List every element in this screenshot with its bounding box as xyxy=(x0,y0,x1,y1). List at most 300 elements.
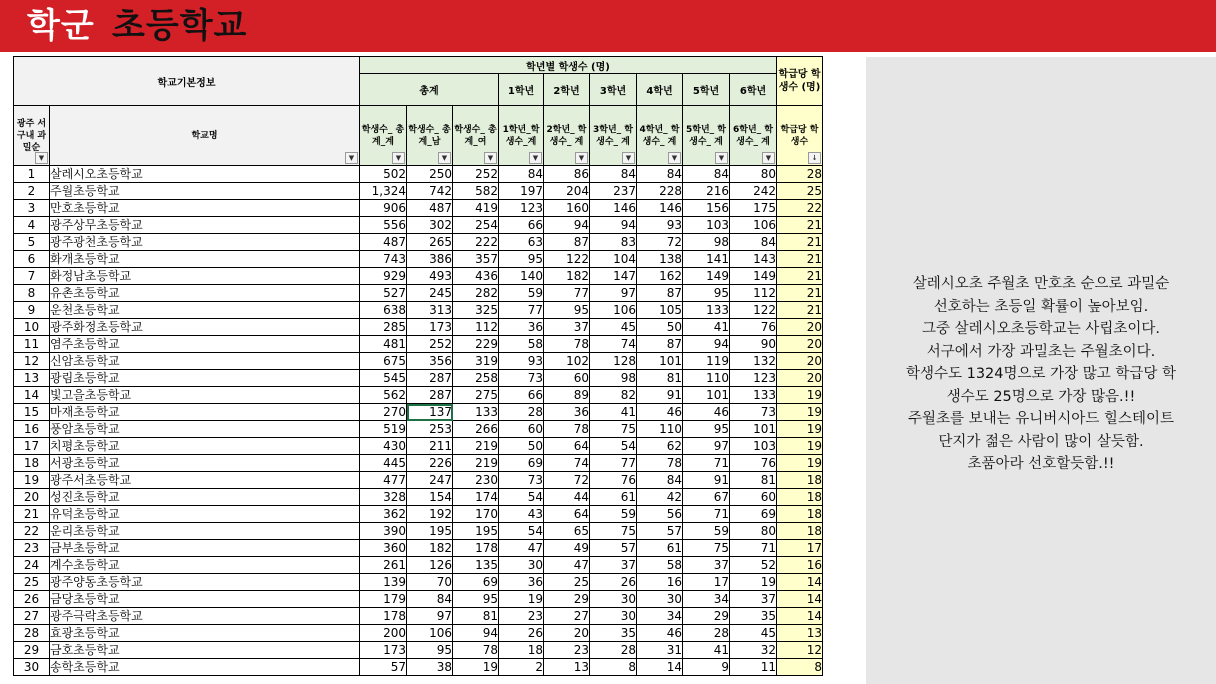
grade4-cell[interactable]: 62 xyxy=(637,438,683,455)
total-male-cell[interactable]: 287 xyxy=(407,370,453,387)
grade6-cell[interactable]: 19 xyxy=(730,574,777,591)
school-name-cell[interactable]: 풍암초등학교 xyxy=(50,421,360,438)
total-female-cell[interactable]: 135 xyxy=(453,557,499,574)
total-female-cell[interactable]: 325 xyxy=(453,302,499,319)
grade6-cell[interactable]: 32 xyxy=(730,642,777,659)
grade4-cell[interactable]: 84 xyxy=(637,166,683,183)
per-class-cell[interactable]: 16 xyxy=(777,557,823,574)
rank-cell[interactable]: 22 xyxy=(14,523,50,540)
grade6-cell[interactable]: 45 xyxy=(730,625,777,642)
grade6-cell[interactable]: 143 xyxy=(730,251,777,268)
grade4-cell[interactable]: 101 xyxy=(637,353,683,370)
school-name-cell[interactable]: 유촌초등학교 xyxy=(50,285,360,302)
grade3-cell[interactable]: 30 xyxy=(590,591,637,608)
rank-cell[interactable]: 3 xyxy=(14,200,50,217)
grade3-cell[interactable]: 82 xyxy=(590,387,637,404)
grade5-cell[interactable]: 29 xyxy=(683,608,730,625)
per-class-cell[interactable]: 21 xyxy=(777,251,823,268)
grade6-cell[interactable]: 35 xyxy=(730,608,777,625)
per-class-cell[interactable]: 22 xyxy=(777,200,823,217)
total-male-cell[interactable]: 302 xyxy=(407,217,453,234)
rank-cell[interactable]: 24 xyxy=(14,557,50,574)
grade3-cell[interactable]: 8 xyxy=(590,659,637,676)
grade6-cell[interactable]: 101 xyxy=(730,421,777,438)
filter-dropdown-icon[interactable]: ▼ xyxy=(668,152,681,164)
filter-dropdown-icon[interactable]: ▼ xyxy=(529,152,542,164)
total-female-cell[interactable]: 78 xyxy=(453,642,499,659)
grade5-cell[interactable]: 37 xyxy=(683,557,730,574)
total-male-cell[interactable]: 265 xyxy=(407,234,453,251)
school-name-cell[interactable]: 광주서초등학교 xyxy=(50,472,360,489)
grade3-cell[interactable]: 54 xyxy=(590,438,637,455)
grade6-cell[interactable]: 122 xyxy=(730,302,777,319)
total-male-cell[interactable]: 211 xyxy=(407,438,453,455)
per-class-cell[interactable]: 19 xyxy=(777,387,823,404)
grade6-cell[interactable]: 73 xyxy=(730,404,777,421)
grade5-cell[interactable]: 95 xyxy=(683,285,730,302)
grade4-cell[interactable]: 58 xyxy=(637,557,683,574)
school-name-cell[interactable]: 신암초등학교 xyxy=(50,353,360,370)
school-name-cell[interactable]: 화개초등학교 xyxy=(50,251,360,268)
grade2-cell[interactable]: 87 xyxy=(544,234,590,251)
school-name-cell[interactable]: 운리초등학교 xyxy=(50,523,360,540)
total-male-cell[interactable]: 154 xyxy=(407,489,453,506)
total-female-cell[interactable]: 254 xyxy=(453,217,499,234)
grade5-cell[interactable]: 101 xyxy=(683,387,730,404)
per-class-cell[interactable]: 21 xyxy=(777,302,823,319)
total-female-cell[interactable]: 582 xyxy=(453,183,499,200)
grade1-cell[interactable]: 36 xyxy=(499,574,544,591)
grade1-cell[interactable]: 140 xyxy=(499,268,544,285)
grade1-cell[interactable]: 28 xyxy=(499,404,544,421)
spreadsheet[interactable] xyxy=(13,56,823,676)
rank-cell[interactable]: 28 xyxy=(14,625,50,642)
grade5-cell[interactable]: 133 xyxy=(683,302,730,319)
filter-dropdown-icon[interactable]: ▼ xyxy=(35,152,48,164)
total-all-cell[interactable]: 638 xyxy=(360,302,407,319)
grade2-cell[interactable]: 44 xyxy=(544,489,590,506)
grade5-cell[interactable]: 59 xyxy=(683,523,730,540)
school-name-cell[interactable]: 치평초등학교 xyxy=(50,438,360,455)
filter-dropdown-icon[interactable]: ▼ xyxy=(715,152,728,164)
grade5-cell[interactable]: 141 xyxy=(683,251,730,268)
grade1-cell[interactable]: 66 xyxy=(499,217,544,234)
grade1-cell[interactable]: 47 xyxy=(499,540,544,557)
grade2-cell[interactable]: 64 xyxy=(544,506,590,523)
total-all-cell[interactable]: 285 xyxy=(360,319,407,336)
grade1-cell[interactable]: 26 xyxy=(499,625,544,642)
total-female-cell[interactable]: 229 xyxy=(453,336,499,353)
total-all-cell[interactable]: 562 xyxy=(360,387,407,404)
per-class-cell[interactable]: 19 xyxy=(777,455,823,472)
grade6-cell[interactable]: 71 xyxy=(730,540,777,557)
total-all-cell[interactable]: 1,324 xyxy=(360,183,407,200)
grade6-cell[interactable]: 112 xyxy=(730,285,777,302)
school-name-cell[interactable]: 염주초등학교 xyxy=(50,336,360,353)
grade2-cell[interactable]: 86 xyxy=(544,166,590,183)
rank-cell[interactable]: 7 xyxy=(14,268,50,285)
grade6-cell[interactable]: 242 xyxy=(730,183,777,200)
total-female-cell[interactable]: 436 xyxy=(453,268,499,285)
grade4-cell[interactable]: 16 xyxy=(637,574,683,591)
school-name-cell[interactable]: 만호초등학교 xyxy=(50,200,360,217)
per-class-cell[interactable]: 14 xyxy=(777,608,823,625)
grade1-cell[interactable]: 30 xyxy=(499,557,544,574)
grade3-cell[interactable]: 146 xyxy=(590,200,637,217)
grade3-cell[interactable]: 104 xyxy=(590,251,637,268)
rank-cell[interactable]: 5 xyxy=(14,234,50,251)
grade4-cell[interactable]: 110 xyxy=(637,421,683,438)
filter-dropdown-icon[interactable]: ▼ xyxy=(762,152,775,164)
rank-cell[interactable]: 1 xyxy=(14,166,50,183)
school-name-cell[interactable]: 광주화정초등학교 xyxy=(50,319,360,336)
total-female-cell[interactable]: 174 xyxy=(453,489,499,506)
grade1-cell[interactable]: 60 xyxy=(499,421,544,438)
total-all-cell[interactable]: 362 xyxy=(360,506,407,523)
grade2-cell[interactable]: 36 xyxy=(544,404,590,421)
grade1-cell[interactable]: 69 xyxy=(499,455,544,472)
total-male-cell[interactable]: 137 xyxy=(407,404,453,421)
total-all-cell[interactable]: 360 xyxy=(360,540,407,557)
grade1-cell[interactable]: 93 xyxy=(499,353,544,370)
grade3-cell[interactable]: 75 xyxy=(590,523,637,540)
total-male-cell[interactable]: 493 xyxy=(407,268,453,285)
grade2-cell[interactable]: 37 xyxy=(544,319,590,336)
per-class-cell[interactable]: 20 xyxy=(777,370,823,387)
grade2-cell[interactable]: 29 xyxy=(544,591,590,608)
grade5-cell[interactable]: 91 xyxy=(683,472,730,489)
grade1-cell[interactable]: 58 xyxy=(499,336,544,353)
school-name-cell[interactable]: 광주상무초등학교 xyxy=(50,217,360,234)
grade4-cell[interactable]: 57 xyxy=(637,523,683,540)
grade4-cell[interactable]: 81 xyxy=(637,370,683,387)
grade3-cell[interactable]: 128 xyxy=(590,353,637,370)
total-male-cell[interactable]: 95 xyxy=(407,642,453,659)
per-class-cell[interactable]: 19 xyxy=(777,421,823,438)
grade4-cell[interactable]: 87 xyxy=(637,336,683,353)
total-male-cell[interactable]: 356 xyxy=(407,353,453,370)
total-female-cell[interactable]: 178 xyxy=(453,540,499,557)
total-all-cell[interactable]: 445 xyxy=(360,455,407,472)
grade1-cell[interactable]: 23 xyxy=(499,608,544,625)
filter-dropdown-icon[interactable]: ▼ xyxy=(575,152,588,164)
grade5-cell[interactable]: 149 xyxy=(683,268,730,285)
total-female-cell[interactable]: 133 xyxy=(453,404,499,421)
grade3-cell[interactable]: 98 xyxy=(590,370,637,387)
grade3-cell[interactable]: 61 xyxy=(590,489,637,506)
rank-cell[interactable]: 16 xyxy=(14,421,50,438)
grade1-cell[interactable]: 18 xyxy=(499,642,544,659)
grade1-cell[interactable]: 95 xyxy=(499,251,544,268)
school-name-cell[interactable]: 금호초등학교 xyxy=(50,642,360,659)
total-female-cell[interactable]: 319 xyxy=(453,353,499,370)
grade5-cell[interactable]: 75 xyxy=(683,540,730,557)
grade3-cell[interactable]: 35 xyxy=(590,625,637,642)
total-female-cell[interactable]: 266 xyxy=(453,421,499,438)
grade4-cell[interactable]: 42 xyxy=(637,489,683,506)
grade5-cell[interactable]: 9 xyxy=(683,659,730,676)
total-male-cell[interactable]: 287 xyxy=(407,387,453,404)
total-all-cell[interactable]: 178 xyxy=(360,608,407,625)
grade5-cell[interactable]: 110 xyxy=(683,370,730,387)
grade2-cell[interactable]: 23 xyxy=(544,642,590,659)
total-all-cell[interactable]: 179 xyxy=(360,591,407,608)
school-name-cell[interactable]: 송학초등학교 xyxy=(50,659,360,676)
per-class-cell[interactable]: 12 xyxy=(777,642,823,659)
school-name-cell[interactable]: 빛고을초등학교 xyxy=(50,387,360,404)
rank-cell[interactable]: 26 xyxy=(14,591,50,608)
grade1-cell[interactable]: 43 xyxy=(499,506,544,523)
grade5-cell[interactable]: 216 xyxy=(683,183,730,200)
grade5-cell[interactable]: 95 xyxy=(683,421,730,438)
rank-cell[interactable]: 17 xyxy=(14,438,50,455)
grade3-cell[interactable]: 83 xyxy=(590,234,637,251)
total-male-cell[interactable]: 253 xyxy=(407,421,453,438)
total-male-cell[interactable]: 97 xyxy=(407,608,453,625)
grade2-cell[interactable]: 72 xyxy=(544,472,590,489)
per-class-cell[interactable]: 21 xyxy=(777,217,823,234)
rank-cell[interactable]: 25 xyxy=(14,574,50,591)
grade1-cell[interactable]: 54 xyxy=(499,523,544,540)
grade4-cell[interactable]: 105 xyxy=(637,302,683,319)
grade5-cell[interactable]: 71 xyxy=(683,455,730,472)
grade5-cell[interactable]: 156 xyxy=(683,200,730,217)
total-all-cell[interactable]: 545 xyxy=(360,370,407,387)
grade1-cell[interactable]: 54 xyxy=(499,489,544,506)
grade2-cell[interactable]: 25 xyxy=(544,574,590,591)
total-male-cell[interactable]: 70 xyxy=(407,574,453,591)
total-female-cell[interactable]: 69 xyxy=(453,574,499,591)
total-male-cell[interactable]: 38 xyxy=(407,659,453,676)
per-class-cell[interactable]: 14 xyxy=(777,591,823,608)
grade1-cell[interactable]: 63 xyxy=(499,234,544,251)
grade5-cell[interactable]: 28 xyxy=(683,625,730,642)
grade2-cell[interactable]: 78 xyxy=(544,336,590,353)
grade2-cell[interactable]: 78 xyxy=(544,421,590,438)
grade6-cell[interactable]: 76 xyxy=(730,319,777,336)
grade2-cell[interactable]: 65 xyxy=(544,523,590,540)
grade3-cell[interactable]: 147 xyxy=(590,268,637,285)
grade5-cell[interactable]: 41 xyxy=(683,642,730,659)
grade3-cell[interactable]: 97 xyxy=(590,285,637,302)
per-class-cell[interactable]: 21 xyxy=(777,234,823,251)
per-class-cell[interactable]: 17 xyxy=(777,540,823,557)
total-all-cell[interactable]: 328 xyxy=(360,489,407,506)
grade2-cell[interactable]: 64 xyxy=(544,438,590,455)
grade5-cell[interactable]: 67 xyxy=(683,489,730,506)
total-all-cell[interactable]: 390 xyxy=(360,523,407,540)
grade4-cell[interactable]: 31 xyxy=(637,642,683,659)
total-female-cell[interactable]: 357 xyxy=(453,251,499,268)
grade4-cell[interactable]: 46 xyxy=(637,625,683,642)
school-name-cell[interactable]: 주월초등학교 xyxy=(50,183,360,200)
school-name-cell[interactable]: 효광초등학교 xyxy=(50,625,360,642)
grade5-cell[interactable]: 46 xyxy=(683,404,730,421)
total-all-cell[interactable]: 743 xyxy=(360,251,407,268)
grade4-cell[interactable]: 50 xyxy=(637,319,683,336)
total-female-cell[interactable]: 19 xyxy=(453,659,499,676)
school-name-cell[interactable]: 광주양동초등학교 xyxy=(50,574,360,591)
grade3-cell[interactable]: 26 xyxy=(590,574,637,591)
per-class-cell[interactable]: 25 xyxy=(777,183,823,200)
grade4-cell[interactable]: 46 xyxy=(637,404,683,421)
total-male-cell[interactable]: 252 xyxy=(407,336,453,353)
school-name-cell[interactable]: 서광초등학교 xyxy=(50,455,360,472)
school-name-cell[interactable]: 성진초등학교 xyxy=(50,489,360,506)
grade2-cell[interactable]: 94 xyxy=(544,217,590,234)
total-all-cell[interactable]: 270 xyxy=(360,404,407,421)
grade4-cell[interactable]: 34 xyxy=(637,608,683,625)
total-male-cell[interactable]: 182 xyxy=(407,540,453,557)
total-male-cell[interactable]: 487 xyxy=(407,200,453,217)
total-female-cell[interactable]: 419 xyxy=(453,200,499,217)
filter-dropdown-icon[interactable]: ▼ xyxy=(622,152,635,164)
total-female-cell[interactable]: 81 xyxy=(453,608,499,625)
grade3-cell[interactable]: 237 xyxy=(590,183,637,200)
total-male-cell[interactable]: 245 xyxy=(407,285,453,302)
grade4-cell[interactable]: 61 xyxy=(637,540,683,557)
rank-cell[interactable]: 27 xyxy=(14,608,50,625)
grade6-cell[interactable]: 69 xyxy=(730,506,777,523)
per-class-cell[interactable]: 20 xyxy=(777,353,823,370)
per-class-cell[interactable]: 13 xyxy=(777,625,823,642)
grade6-cell[interactable]: 103 xyxy=(730,438,777,455)
rank-cell[interactable]: 4 xyxy=(14,217,50,234)
grade5-cell[interactable]: 17 xyxy=(683,574,730,591)
per-class-cell[interactable]: 18 xyxy=(777,489,823,506)
total-male-cell[interactable]: 226 xyxy=(407,455,453,472)
grade4-cell[interactable]: 93 xyxy=(637,217,683,234)
grade2-cell[interactable]: 13 xyxy=(544,659,590,676)
grade6-cell[interactable]: 84 xyxy=(730,234,777,251)
filter-dropdown-icon[interactable]: ▼ xyxy=(484,152,497,164)
school-name-cell[interactable]: 마재초등학교 xyxy=(50,404,360,421)
school-name-cell[interactable]: 살레시오초등학교 xyxy=(50,166,360,183)
rank-cell[interactable]: 11 xyxy=(14,336,50,353)
total-all-cell[interactable]: 173 xyxy=(360,642,407,659)
total-all-cell[interactable]: 477 xyxy=(360,472,407,489)
grade1-cell[interactable]: 73 xyxy=(499,472,544,489)
per-class-cell[interactable]: 8 xyxy=(777,659,823,676)
rank-cell[interactable]: 8 xyxy=(14,285,50,302)
grade4-cell[interactable]: 138 xyxy=(637,251,683,268)
filter-dropdown-icon[interactable]: ▼ xyxy=(438,152,451,164)
school-name-cell[interactable]: 광주극락초등학교 xyxy=(50,608,360,625)
grade1-cell[interactable]: 123 xyxy=(499,200,544,217)
total-female-cell[interactable]: 219 xyxy=(453,455,499,472)
grade2-cell[interactable]: 77 xyxy=(544,285,590,302)
grade6-cell[interactable]: 76 xyxy=(730,455,777,472)
school-name-cell[interactable]: 계수초등학교 xyxy=(50,557,360,574)
total-all-cell[interactable]: 906 xyxy=(360,200,407,217)
grade3-cell[interactable]: 84 xyxy=(590,166,637,183)
grade3-cell[interactable]: 106 xyxy=(590,302,637,319)
grade2-cell[interactable]: 182 xyxy=(544,268,590,285)
per-class-cell[interactable]: 18 xyxy=(777,472,823,489)
total-female-cell[interactable]: 222 xyxy=(453,234,499,251)
grade3-cell[interactable]: 77 xyxy=(590,455,637,472)
rank-cell[interactable]: 21 xyxy=(14,506,50,523)
rank-cell[interactable]: 15 xyxy=(14,404,50,421)
per-class-cell[interactable]: 18 xyxy=(777,523,823,540)
total-all-cell[interactable]: 430 xyxy=(360,438,407,455)
total-female-cell[interactable]: 112 xyxy=(453,319,499,336)
grade6-cell[interactable]: 133 xyxy=(730,387,777,404)
grade1-cell[interactable]: 50 xyxy=(499,438,544,455)
grade6-cell[interactable]: 52 xyxy=(730,557,777,574)
school-name-cell[interactable]: 화정남초등학교 xyxy=(50,268,360,285)
grade5-cell[interactable]: 103 xyxy=(683,217,730,234)
grade1-cell[interactable]: 66 xyxy=(499,387,544,404)
grade4-cell[interactable]: 84 xyxy=(637,472,683,489)
total-male-cell[interactable]: 386 xyxy=(407,251,453,268)
total-female-cell[interactable]: 258 xyxy=(453,370,499,387)
rank-cell[interactable]: 9 xyxy=(14,302,50,319)
grade4-cell[interactable]: 78 xyxy=(637,455,683,472)
rank-cell[interactable]: 6 xyxy=(14,251,50,268)
grade3-cell[interactable]: 45 xyxy=(590,319,637,336)
total-female-cell[interactable]: 282 xyxy=(453,285,499,302)
grade5-cell[interactable]: 97 xyxy=(683,438,730,455)
rank-cell[interactable]: 20 xyxy=(14,489,50,506)
total-male-cell[interactable]: 126 xyxy=(407,557,453,574)
school-name-cell[interactable]: 광주광천초등학교 xyxy=(50,234,360,251)
per-class-cell[interactable]: 18 xyxy=(777,506,823,523)
grade4-cell[interactable]: 162 xyxy=(637,268,683,285)
per-class-cell[interactable]: 20 xyxy=(777,319,823,336)
grade3-cell[interactable]: 75 xyxy=(590,421,637,438)
total-all-cell[interactable]: 139 xyxy=(360,574,407,591)
total-all-cell[interactable]: 261 xyxy=(360,557,407,574)
total-all-cell[interactable]: 519 xyxy=(360,421,407,438)
grade4-cell[interactable]: 228 xyxy=(637,183,683,200)
grade2-cell[interactable]: 60 xyxy=(544,370,590,387)
grade6-cell[interactable]: 90 xyxy=(730,336,777,353)
filter-dropdown-icon[interactable]: ▼ xyxy=(392,152,405,164)
total-all-cell[interactable]: 929 xyxy=(360,268,407,285)
grade1-cell[interactable]: 73 xyxy=(499,370,544,387)
school-name-cell[interactable]: 광림초등학교 xyxy=(50,370,360,387)
rank-cell[interactable]: 10 xyxy=(14,319,50,336)
per-class-cell[interactable]: 14 xyxy=(777,574,823,591)
grade2-cell[interactable]: 20 xyxy=(544,625,590,642)
sort-descending-icon[interactable]: ↓ xyxy=(808,152,821,164)
grade2-cell[interactable]: 102 xyxy=(544,353,590,370)
grade4-cell[interactable]: 87 xyxy=(637,285,683,302)
total-male-cell[interactable]: 173 xyxy=(407,319,453,336)
grade2-cell[interactable]: 49 xyxy=(544,540,590,557)
per-class-cell[interactable]: 28 xyxy=(777,166,823,183)
filter-dropdown-icon[interactable]: ▼ xyxy=(345,152,358,164)
rank-cell[interactable]: 29 xyxy=(14,642,50,659)
grade1-cell[interactable]: 59 xyxy=(499,285,544,302)
rank-cell[interactable]: 2 xyxy=(14,183,50,200)
rank-cell[interactable]: 14 xyxy=(14,387,50,404)
grade3-cell[interactable]: 76 xyxy=(590,472,637,489)
grade2-cell[interactable]: 89 xyxy=(544,387,590,404)
grade3-cell[interactable]: 41 xyxy=(590,404,637,421)
total-all-cell[interactable]: 556 xyxy=(360,217,407,234)
total-female-cell[interactable]: 94 xyxy=(453,625,499,642)
total-male-cell[interactable]: 192 xyxy=(407,506,453,523)
grade6-cell[interactable]: 132 xyxy=(730,353,777,370)
grade2-cell[interactable]: 27 xyxy=(544,608,590,625)
school-name-cell[interactable]: 유덕초등학교 xyxy=(50,506,360,523)
grade3-cell[interactable]: 57 xyxy=(590,540,637,557)
rank-cell[interactable]: 12 xyxy=(14,353,50,370)
grade4-cell[interactable]: 91 xyxy=(637,387,683,404)
grade3-cell[interactable]: 37 xyxy=(590,557,637,574)
